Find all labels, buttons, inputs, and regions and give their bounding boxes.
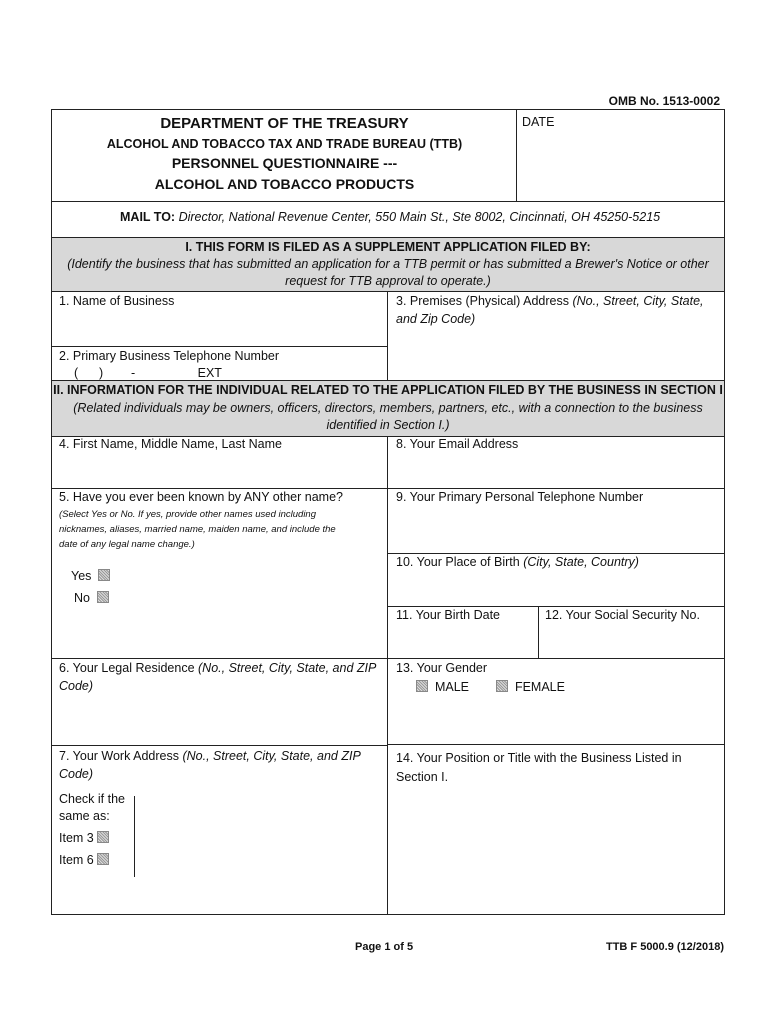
field-8-label: 8. Your Email Address	[396, 437, 519, 451]
date-label: DATE	[522, 115, 555, 129]
yes-label: Yes	[71, 569, 92, 583]
field-4-label: 4. First Name, Middle Name, Last Name	[59, 437, 282, 451]
section2-note-2: identified in Section I.)	[326, 418, 450, 432]
field-11-label: 11. Your Birth Date	[396, 608, 501, 622]
field-6-label: 6. Your Legal Residence (No., Street, City, State, and ZIP	[59, 661, 377, 675]
products-title: ALCOHOL AND TOBACCO PRODUCTS	[154, 176, 415, 192]
female-checkbox[interactable]	[496, 680, 508, 692]
item6-checkbox[interactable]	[97, 853, 109, 865]
no-label: No	[74, 591, 90, 605]
omb-number: OMB No. 1513-0002	[608, 94, 720, 108]
yes-option[interactable]	[71, 567, 110, 585]
field-3-note: and Zip Code)	[396, 312, 476, 326]
item6-option[interactable]: Item 6	[59, 851, 109, 869]
field-7-label: 7. Your Work Address (No., Street, City, State, and ZIP	[59, 749, 361, 763]
business-name-input[interactable]	[52, 310, 387, 345]
birth-place-input[interactable]	[388, 571, 724, 605]
field-14-label-1: 14. Your Position or Title with the Business Listed in	[396, 751, 682, 765]
male-option[interactable]: MALE	[416, 678, 469, 696]
field-9-label: 9. Your Primary Personal Telephone Number	[396, 490, 644, 504]
male-checkbox[interactable]	[416, 680, 428, 692]
field-14-label-2: Section I.	[396, 770, 449, 784]
page-number: Page 1 of 5	[355, 941, 414, 953]
section1-title: I. THIS FORM IS FILED AS A SUPPLEMENT APPLICATION FILED BY:	[185, 240, 591, 254]
item3-option[interactable]: Item 3	[59, 829, 109, 847]
field-13-label: 13. Your Gender	[396, 661, 488, 675]
female-option[interactable]: FEMALE	[496, 678, 565, 696]
date-field[interactable]	[517, 110, 724, 200]
field-3-label: 3. Premises (Physical) Address (No., Street, City, State,	[396, 294, 704, 308]
field-10-label: 10. Your Place of Birth (City, State, Country)	[396, 555, 639, 569]
field-12-label: 12. Your Social Security No.	[545, 608, 700, 622]
field-5-label: 5. Have you ever been known by ANY other name?	[59, 490, 343, 504]
business-phone-input[interactable]: ( ) - EXT	[74, 366, 222, 380]
department-title: DEPARTMENT OF THE TREASURY	[160, 115, 409, 132]
field-6-note: Code)	[59, 679, 94, 693]
ssn-input[interactable]	[539, 624, 724, 657]
mail-to	[120, 208, 660, 226]
questionnaire-title: PERSONNEL QUESTIONNAIRE ---	[171, 155, 398, 171]
full-name-input[interactable]	[52, 453, 387, 487]
field-5-note-3: date of any legal name change.)	[59, 539, 195, 550]
section2-note-1: (Related individuals may be owners, officers, directors, members, partners, etc., with a connection to the business	[73, 401, 703, 415]
item3-checkbox[interactable]	[97, 831, 109, 843]
personal-phone-input[interactable]	[388, 506, 724, 552]
field-2-label: 2. Primary Business Telephone Number	[59, 349, 280, 363]
position-title-input[interactable]	[388, 788, 724, 912]
field-5-note-2: nicknames, aliases, married name, maiden name, and include the	[59, 524, 336, 535]
field-7-note: Code)	[59, 767, 94, 781]
bureau-title: ALCOHOL AND TOBACCO TAX AND TRADE BUREAU (TTB)	[106, 137, 463, 151]
field-1-label: 1. Name of Business	[59, 294, 175, 308]
mail-to-label: MAIL TO:	[120, 210, 176, 224]
form-frame	[51, 109, 725, 915]
legal-residence-input[interactable]	[52, 696, 387, 744]
no-checkbox[interactable]	[97, 591, 109, 603]
birth-date-input[interactable]	[388, 624, 537, 657]
email-input[interactable]	[388, 453, 724, 487]
section1-note-2: request for TTB approval to operate.)	[285, 274, 491, 288]
check-same-1: Check if the	[59, 792, 126, 806]
no-option[interactable]	[74, 589, 109, 607]
form-number: TTB F 5000.9 (12/2018)	[605, 941, 724, 953]
field-5-note-1: (Select Yes or No. If yes, provide other names used including	[59, 509, 316, 520]
section1-note-1: (Identify the business that has submitted an application for a TTB permit or has submitted a Brewer's Notice or other	[67, 257, 709, 271]
check-same-2: same as:	[59, 809, 110, 823]
mail-to-address: Director, National Revenue Center, 550 Main St., Ste 8002, Cincinnati, OH 45250-5215	[178, 210, 661, 224]
yes-checkbox[interactable]	[98, 569, 110, 581]
section2-title: II. INFORMATION FOR THE INDIVIDUAL RELATED TO THE APPLICATION FILED BY THE BUSINESS IN SECTION I	[53, 383, 723, 397]
work-address-input[interactable]	[142, 786, 382, 906]
premises-address-input[interactable]	[388, 328, 724, 380]
